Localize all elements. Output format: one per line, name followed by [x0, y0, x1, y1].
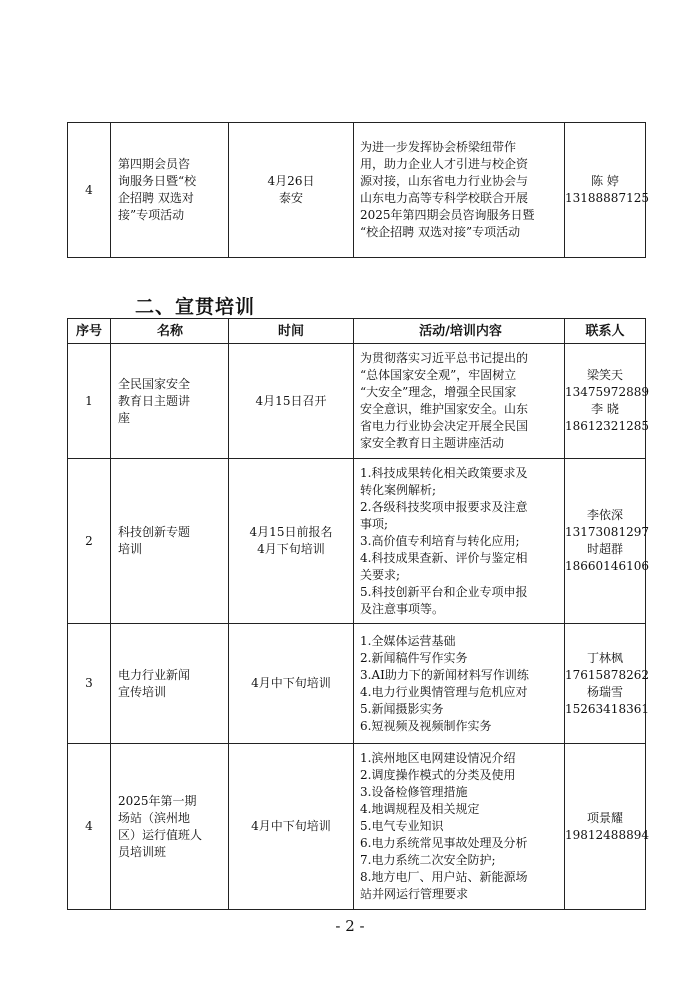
cell-contact-line: 李 晓: [591, 402, 619, 416]
cell-contact-line: 项景耀: [586, 810, 623, 825]
cell-time: [229, 624, 354, 744]
table-row: [68, 624, 646, 744]
cell-seq-line: 4: [85, 182, 93, 197]
cell-name-line: 培训: [118, 542, 143, 556]
cell-content-line: 6.电力系统常见事故处理及分析: [360, 836, 528, 850]
cell-contact-line: 丁林枫: [586, 650, 623, 665]
cell-content-line: 为贯彻落实习近平总书记提出的: [360, 351, 529, 365]
cell-name-line: 第四期会员咨: [118, 157, 191, 171]
cell-contact-line: 18660146106: [565, 559, 649, 573]
cell-content-line: 7.电力系统二次安全防护;: [360, 853, 496, 867]
table-row: [68, 459, 646, 624]
cell-contact: [565, 624, 649, 744]
cell-content-line: 3.设备检修管理措施: [360, 785, 468, 799]
cell-content-line: 及注意事项等。: [360, 601, 445, 616]
cell-content-line: 2.新闻稿件写作实务: [360, 650, 468, 665]
cell-contact-line: 时超群: [586, 542, 623, 556]
cell-content-line: 为进一步发挥协会桥梁纽带作: [360, 140, 517, 154]
cell-contact-line: 李依深: [586, 508, 623, 522]
cell-time-line: 4月15日召开: [255, 393, 327, 408]
table-training: [67, 318, 649, 910]
cell-time-line: 泰安: [278, 191, 303, 205]
cell-name-line: 座: [118, 410, 131, 425]
cell-content-line: “总体国家安全观”，牢固树立: [360, 368, 517, 382]
cell-content-line: 事项;: [360, 516, 389, 531]
cell-name-line: 科技创新专题: [118, 525, 191, 539]
cell-seq-line: 3: [85, 676, 93, 690]
cell-content-line: 5.新闻摄影实务: [360, 701, 444, 716]
header-time: 时间: [229, 319, 354, 344]
header-seq: 序号: [68, 319, 111, 344]
table-row: [68, 123, 646, 258]
cell-name-line: 企招聘 双选对: [118, 191, 194, 205]
cell-time-line: 4月26日: [267, 174, 315, 188]
cell-content-line: 站并网运行管理要求: [360, 887, 469, 901]
cell-contact-line: 杨瑞雪: [586, 684, 623, 699]
table-previous-activities: [67, 122, 649, 258]
table-header-row: [68, 319, 646, 344]
cell-content-line: 转化案例解析;: [360, 482, 437, 497]
cell-time-line: 4月下旬培训: [257, 542, 325, 556]
cell-name: [111, 744, 229, 910]
cell-seq-line: 4: [85, 819, 93, 833]
cell-content-line: 2.各级科技奖项申报要求及注意: [360, 499, 528, 514]
cell-content-line: 1.科技成果转化相关政策要求及: [360, 465, 528, 480]
cell-name-line: 员培训班: [118, 844, 167, 859]
cell-content-line: 4.电力行业舆情管理与危机应对: [360, 684, 528, 699]
cell-name-line: 教育日主题讲: [118, 393, 191, 408]
cell-content-line: 用，助力企业人才引进与校企资: [360, 157, 529, 171]
cell-contact-line: 13188887125: [565, 191, 649, 205]
cell-name: [111, 123, 229, 258]
cell-content-line: 1.全媒体运营基础: [360, 633, 456, 648]
cell-name-line: 询服务日暨“校: [118, 174, 197, 188]
cell-contact: [565, 744, 649, 910]
header-contact: 联系人: [565, 319, 646, 344]
table-row: [68, 744, 646, 910]
cell-content-line: 省电力行业协会决定开展全民国: [360, 419, 529, 433]
page-number: - 2 -: [335, 917, 365, 935]
cell-content-line: 4.科技成果查新、评价与鉴定相: [360, 550, 528, 565]
cell-content-line: 2025年第四期会员咨询服务日暨: [360, 208, 535, 222]
cell-time: [229, 344, 354, 459]
cell-content-line: 5.电气专业知识: [360, 819, 444, 833]
cell-name-line: 接”专项活动: [118, 208, 185, 222]
cell-content-line: 安全意识，维护国家安全。山东: [360, 402, 529, 416]
cell-name-line: 场站（滨州地: [118, 810, 191, 825]
cell-contact-line: 17615878262: [565, 667, 649, 682]
cell-content-line: 2.调度操作模式的分类及使用: [360, 768, 516, 782]
cell-contact-line: 梁笑天: [586, 368, 623, 382]
cell-time-line: 4月中下旬培训: [251, 676, 331, 690]
table-row: [68, 344, 646, 459]
cell-content-line: 3.高价值专利培育与转化应用;: [360, 533, 520, 548]
cell-time-line: 4月15日前报名: [249, 525, 333, 539]
cell-content: [354, 624, 565, 744]
cell-content-line: 源对接，山东省电力行业协会与: [360, 174, 529, 188]
cell-contact-line: 13475972889: [565, 385, 649, 399]
cell-name-line: 宣传培训: [118, 684, 167, 699]
header-name: 名称: [111, 319, 229, 344]
cell-contact: [565, 123, 649, 258]
header-content: 活动/培训内容: [354, 319, 565, 344]
cell-seq-line: 2: [85, 533, 93, 548]
cell-content-line: 5.科技创新平台和企业专项申报: [360, 584, 528, 599]
cell-name: [111, 624, 229, 744]
cell-time-line: 4月中下旬培训: [251, 819, 331, 833]
cell-contact-line: 18612321285: [565, 419, 649, 433]
cell-content-line: 4.地调规程及相关规定: [360, 802, 480, 816]
cell-seq: [68, 344, 111, 459]
cell-name: [111, 459, 229, 624]
section-title: 二、宣贯培训: [135, 296, 256, 318]
cell-content-line: 山东电力高等专科学校联合开展: [360, 191, 529, 205]
cell-seq: [68, 459, 111, 624]
cell-contact: [565, 459, 649, 624]
cell-contact: [565, 344, 649, 459]
cell-seq: [68, 123, 111, 258]
cell-name-line: 2025年第一期: [118, 793, 197, 808]
cell-contact-line: 15263418361: [565, 701, 649, 716]
cell-name-line: 全民国家安全: [118, 376, 191, 391]
cell-time: [229, 123, 354, 258]
cell-contact-line: 19812488894: [565, 827, 649, 842]
cell-content-line: “大安全”理念，增强全民国家: [360, 385, 517, 399]
cell-content-line: 关要求;: [360, 567, 401, 582]
cell-time: [229, 459, 354, 624]
cell-seq-line: 1: [85, 393, 93, 408]
cell-name-line: 区）运行值班人: [118, 827, 203, 842]
cell-content: [354, 344, 565, 459]
cell-content-line: 8.地方电厂、用户站、新能源场: [360, 870, 528, 884]
cell-contact-line: 陈 婷: [591, 174, 619, 188]
cell-content: [354, 744, 565, 910]
cell-seq: [68, 744, 111, 910]
cell-time: [229, 744, 354, 910]
cell-content-line: 1.滨州地区电网建设情况介绍: [360, 751, 516, 765]
cell-name-line: 电力行业新闻: [118, 667, 191, 682]
cell-content-line: 家安全教育日主题讲座活动: [360, 436, 505, 450]
cell-content-line: 6.短视频及视频制作实务: [360, 718, 492, 733]
cell-content: [354, 459, 565, 624]
cell-seq: [68, 624, 111, 744]
cell-content-line: “校企招聘 双选对接”专项活动: [360, 225, 521, 239]
cell-contact-line: 13173081297: [565, 525, 649, 539]
cell-content: [354, 123, 565, 258]
cell-content-line: 3.AI助力下的新闻材料写作训练: [360, 667, 529, 682]
cell-name: [111, 344, 229, 459]
